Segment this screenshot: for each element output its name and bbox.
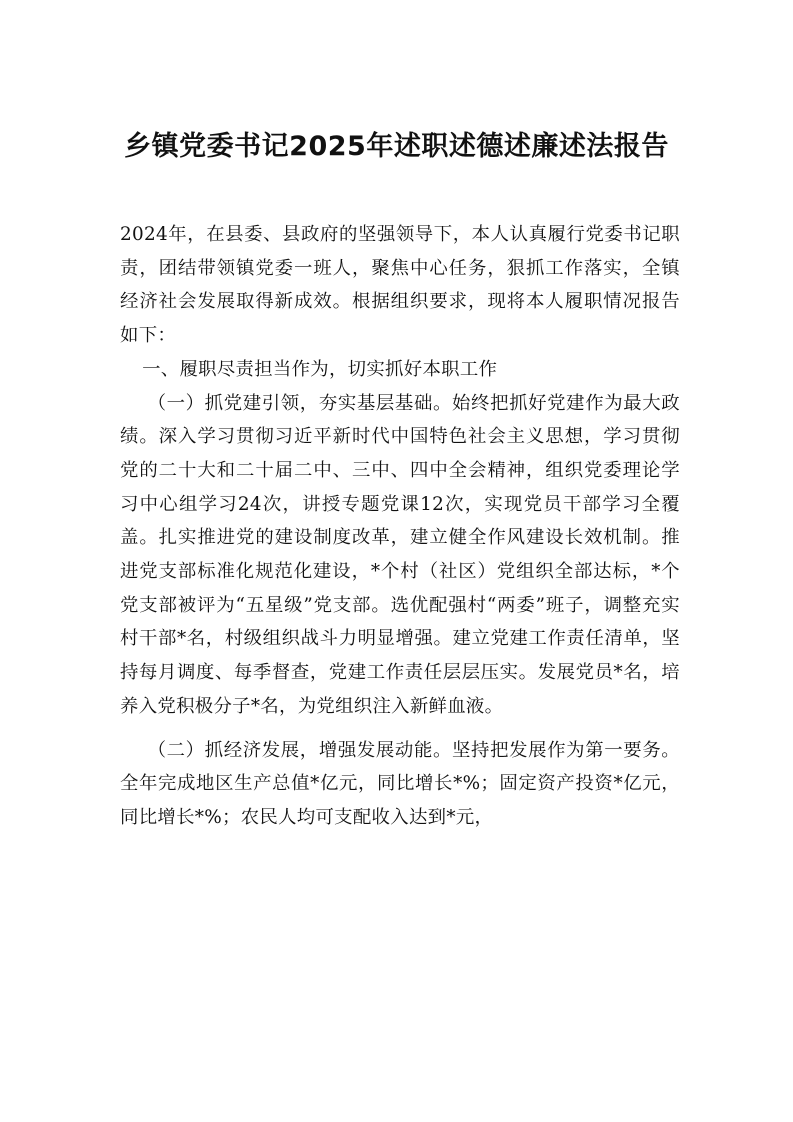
body-paragraph-economy: （二）抓经济发展，增强发展动能。坚持把发展作为第一要务。全年完成地区生产总值*亿元，同比增长*%；固定资产投资*亿元，同比增长*%；农民人均可支配收入达到*元， — [120, 739, 680, 828]
body-paragraph-party-building: （一）抓党建引领，夯实基层基础。始终把抓好党建作为最大政绩。深入学习贯彻习近平新时代中国特色社会主义思想，学习贯彻党的二十大和二十届二中、三中、四中全会精神，组织党委理论学习中心组学习24次，讲授专题党课12次，实现党员干部学习全覆盖。扎实推进党的建设制度改革，建立健全作风建设长效机制。推进党支部标准化规范化建设，*个村（社区）党组织全部达标，*个党支部被评为“五星级”党支部。选优配强村“两委”班子，调整充实村干部*名，村级组织战斗力明显增强。建立党建工作责任清单，坚持每月调度、每季督查，党建工作责任层层压实。发展党员*名，培养入党积极分子*名，为党组织注入新鲜血液。 — [120, 392, 680, 717]
section-heading: 一、履职尽责担当作为，切实抓好本职工作 — [142, 358, 498, 380]
document-body — [120, 218, 680, 835]
paragraph-gap — [120, 724, 680, 734]
document-title: 乡镇党委书记2025年述职述德述廉述法报告 — [124, 131, 669, 162]
intro-paragraph: 2024年，在县委、县政府的坚强领导下，本人认真履行党委书记职责，团结带领镇党委一班人，聚焦中心任务，狠抓工作落实，全镇经济社会发展取得新成效。根据组织要求，现将本人履职情况报告如下： — [120, 224, 680, 347]
